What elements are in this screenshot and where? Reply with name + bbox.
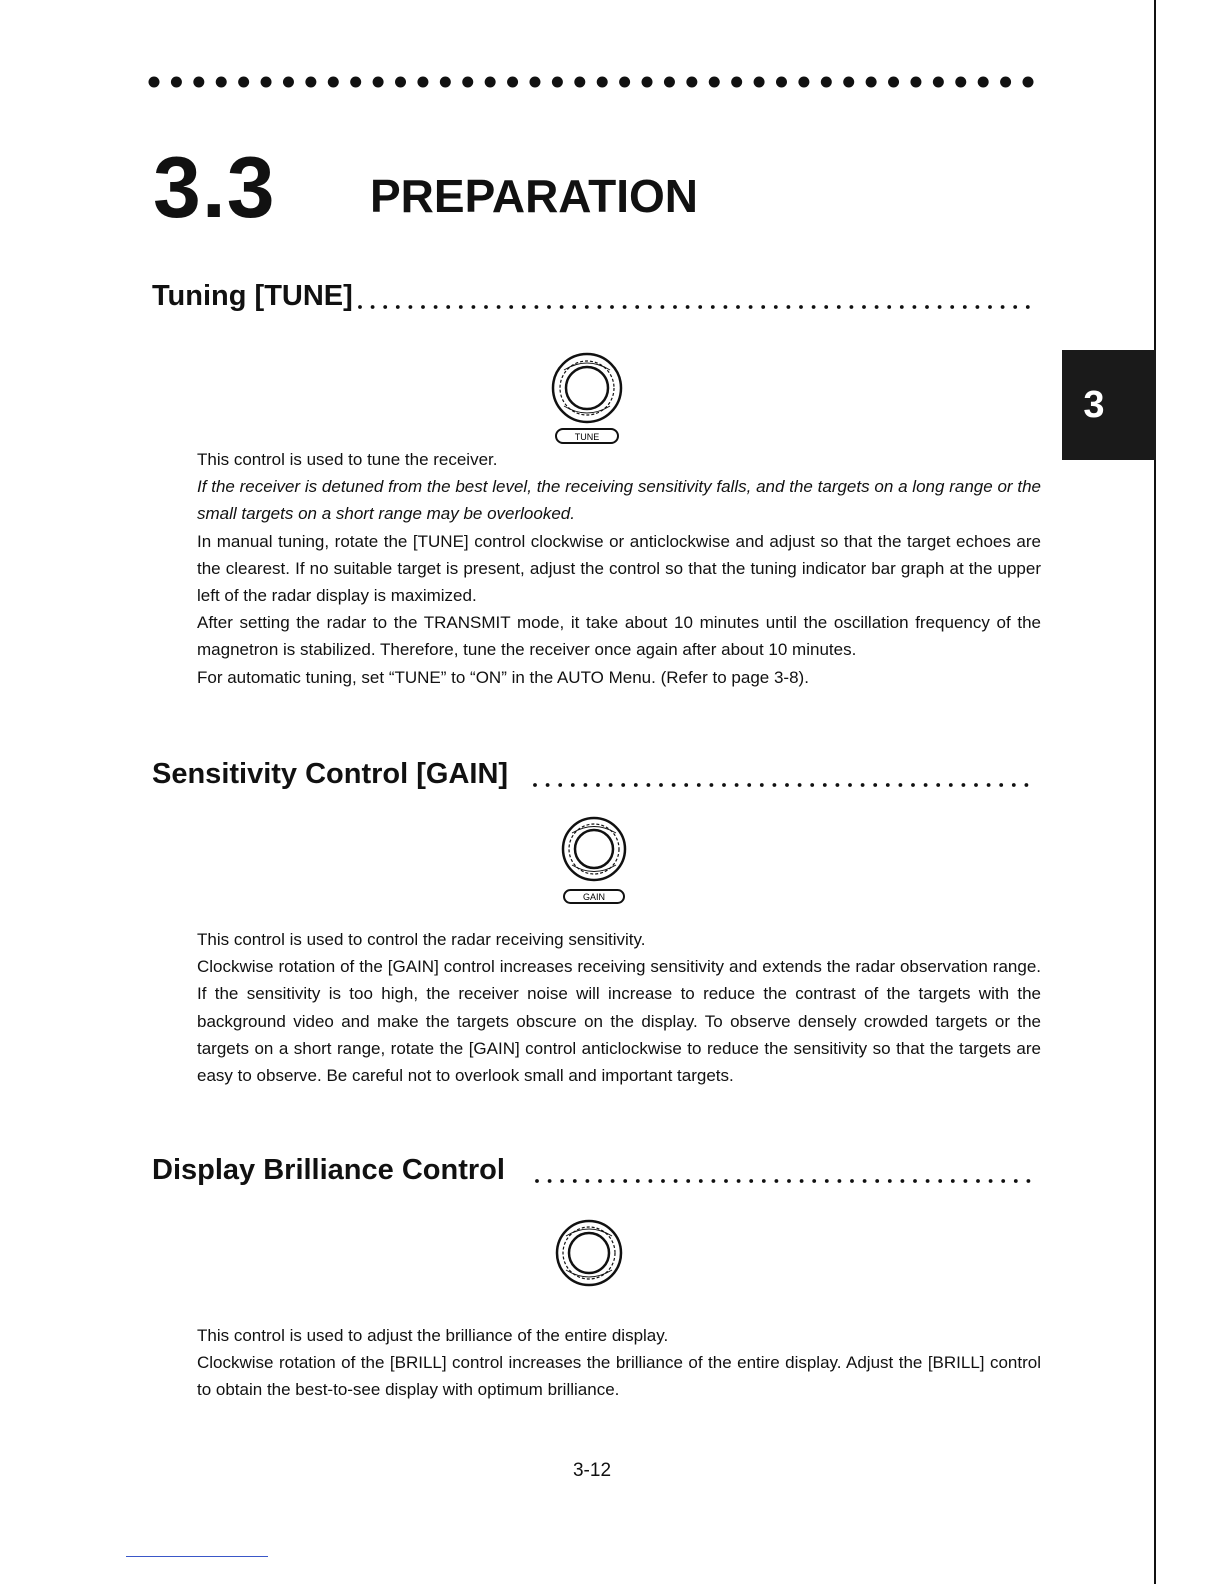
leader-dot [697, 783, 701, 787]
leader-dot [358, 305, 362, 309]
leader-dot [799, 305, 803, 309]
leader-dot [887, 305, 891, 309]
decor-dot [664, 77, 675, 88]
leader-dot [901, 1179, 905, 1183]
leader-dot [924, 783, 928, 787]
heading-brill-text: Display Brilliance Control [152, 1150, 509, 1190]
dot-leader [532, 782, 1038, 788]
decor-dot [866, 77, 877, 88]
leader-dot [735, 783, 739, 787]
leader-dot [760, 783, 764, 787]
decor-dot [171, 77, 182, 88]
gain-knob-label: GAIN [582, 892, 606, 902]
leader-dot [609, 783, 613, 787]
leader-dot [611, 1179, 615, 1183]
leader-dot [712, 1179, 716, 1183]
leader-dot [964, 1179, 968, 1183]
leader-dot [649, 1179, 653, 1183]
leader-dot [810, 783, 814, 787]
leader-dot [586, 1179, 590, 1183]
decor-dot [843, 77, 854, 88]
leader-dot [598, 1179, 602, 1183]
leader-dot [1026, 305, 1030, 309]
footer-line [126, 1556, 268, 1557]
leader-dot [749, 1179, 753, 1183]
decor-dot [955, 77, 966, 88]
leader-dot [774, 305, 778, 309]
leader-dot [584, 783, 588, 787]
decor-dot [642, 77, 653, 88]
leader-dot [812, 1179, 816, 1183]
leader-dot [724, 305, 728, 309]
heading-tune [152, 276, 1038, 316]
leader-dot [383, 305, 387, 309]
page-edge-rule [1154, 0, 1156, 1584]
leader-dot [1027, 1179, 1031, 1183]
tune-knob [550, 352, 624, 451]
leader-dot [585, 305, 589, 309]
decor-dot [888, 77, 899, 88]
leader-dot [409, 305, 413, 309]
leader-dot [647, 783, 651, 787]
section-title: PREPARATION [370, 170, 698, 222]
decor-dot [149, 77, 160, 88]
leader-dot [659, 783, 663, 787]
leader-dot [749, 305, 753, 309]
tune-knob-icon [550, 352, 624, 446]
heading-gain [152, 754, 1038, 794]
leader-dot [635, 305, 639, 309]
decor-dot [283, 77, 294, 88]
leader-dot [823, 783, 827, 787]
dot-leader [357, 304, 1038, 310]
decor-dot [395, 77, 406, 88]
dot-band [148, 68, 1034, 96]
leader-dot [724, 1179, 728, 1183]
decor-dot [238, 77, 249, 88]
leader-dot [938, 1179, 942, 1183]
leader-dot [736, 305, 740, 309]
leader-dot [976, 1179, 980, 1183]
leader-dot [949, 783, 953, 787]
leader-dot [710, 783, 714, 787]
leader-dot [396, 305, 400, 309]
leader-dot [674, 1179, 678, 1183]
brill-text [197, 1322, 1041, 1404]
leader-dot [773, 783, 777, 787]
leader-dot [573, 1179, 577, 1183]
leader-dot [775, 1179, 779, 1183]
dot-leader [534, 1178, 1038, 1184]
leader-dot [873, 783, 877, 787]
leader-dot [785, 783, 789, 787]
leader-dot [621, 783, 625, 787]
decor-dot [417, 77, 428, 88]
leader-dot [472, 305, 476, 309]
leader-dot [875, 305, 879, 309]
leader-dot [787, 305, 791, 309]
leader-dot [825, 1179, 829, 1183]
leader-dot [560, 305, 564, 309]
leader-dot [888, 1179, 892, 1183]
paragraph: Clockwise rotation of the [BRILL] control increases the brilliance of the entire display. Adjust the [BRILL] control to obtain the best-to-see display with optimum brilliance. [197, 1353, 1041, 1400]
gain-knob-icon [560, 816, 628, 906]
decor-dot [798, 77, 809, 88]
leader-dot [1001, 1179, 1005, 1183]
leader-dot [672, 783, 676, 787]
leader-dot [623, 305, 627, 309]
paragraph: If the receiver is detuned from the best level, the receiving sensitivity falls, and the targets on a long range or the small targets on a short range may be overlooked. [197, 477, 1041, 524]
decor-dot [1023, 77, 1034, 88]
leader-dot [987, 783, 991, 787]
decor-dot [440, 77, 451, 88]
leader-dot [762, 1179, 766, 1183]
leader-dot [636, 1179, 640, 1183]
heading-gain-text: Sensitivity Control [GAIN] [152, 754, 512, 794]
leader-dot [547, 305, 551, 309]
leader-dot [812, 305, 816, 309]
decor-dot [821, 77, 832, 88]
decor-dot [529, 77, 540, 88]
leader-dot [800, 1179, 804, 1183]
decor-dot [597, 77, 608, 88]
tune-text [197, 446, 1041, 691]
paragraph: This control is used to control the radar receiving sensitivity. [197, 930, 646, 949]
paragraph: For automatic tuning, set “TUNE” to “ON” in the AUTO Menu. (Refer to page 3-8). [197, 667, 809, 687]
leader-dot [535, 1179, 539, 1183]
leader-dot [699, 1179, 703, 1183]
decor-dot [978, 77, 989, 88]
leader-dot [661, 305, 665, 309]
leader-dot [863, 1179, 867, 1183]
leader-dot [509, 305, 513, 309]
leader-dot [459, 305, 463, 309]
chapter-tab: 3 [1062, 350, 1156, 460]
paragraph: In manual tuning, rotate the [TUNE] control clockwise or anticlockwise and adjust so that the target echoes are the clearest. If no suitable target is present, adjust the control so that the tuning indicator bar graph at the upper left of the radar display is maximized. [197, 531, 1041, 606]
leader-dot [421, 305, 425, 309]
leader-dot [988, 305, 992, 309]
leader-dot [1012, 783, 1016, 787]
leader-dot [673, 305, 677, 309]
leader-dot [886, 783, 890, 787]
leader-dot [684, 783, 688, 787]
decor-dot [507, 77, 518, 88]
leader-dot [533, 783, 537, 787]
paragraph: This control is used to adjust the brilliance of the entire display. [197, 1326, 669, 1345]
leader-dot [962, 783, 966, 787]
leader-dot [548, 1179, 552, 1183]
leader-dot [951, 1179, 955, 1183]
decor-dot [193, 77, 204, 88]
leader-dot [558, 783, 562, 787]
page-number: 3-12 [572, 1460, 612, 1481]
leader-dot [711, 305, 715, 309]
leader-dot [747, 783, 751, 787]
leader-dot [848, 783, 852, 787]
leader-dot [837, 305, 841, 309]
leader-dot [974, 783, 978, 787]
decor-dot [754, 77, 765, 88]
leader-dot [850, 305, 854, 309]
leader-dot [598, 305, 602, 309]
heading-brill [152, 1150, 1038, 1190]
decor-dot [305, 77, 316, 88]
paragraph: After setting the radar to the TRANSMIT mode, it take about 10 minutes until the oscillation frequency of the magnetron is stabilized. Therefore, tune the receiver once again after about 10 minutes. [197, 613, 1041, 660]
leader-dot [850, 1179, 854, 1183]
decor-dot [216, 77, 227, 88]
tune-knob-label: TUNE [574, 432, 600, 442]
leader-dot [838, 1179, 842, 1183]
leader-dot [999, 783, 1003, 787]
leader-dot [497, 305, 501, 309]
decor-dot [709, 77, 720, 88]
leader-dot [546, 783, 550, 787]
leader-dot [911, 783, 915, 787]
leader-dot [434, 305, 438, 309]
brill-knob-icon [554, 1218, 624, 1288]
leader-dot [925, 305, 929, 309]
leader-dot [913, 305, 917, 309]
brill-knob [554, 1218, 624, 1293]
gain-knob [560, 816, 628, 911]
leader-dot [522, 305, 526, 309]
leader-dot [661, 1179, 665, 1183]
leader-dot [686, 305, 690, 309]
decor-dot [776, 77, 787, 88]
leader-dot [1001, 305, 1005, 309]
leader-dot [787, 1179, 791, 1183]
leader-dot [610, 305, 614, 309]
heading-tune-text: Tuning [TUNE] [152, 276, 357, 316]
leader-dot [371, 305, 375, 309]
leader-dot [950, 305, 954, 309]
leader-dot [1025, 783, 1029, 787]
decor-dot [933, 77, 944, 88]
leader-dot [634, 783, 638, 787]
paragraph: This control is used to tune the receiver. [197, 450, 498, 469]
leader-dot [446, 305, 450, 309]
leader-dot [798, 783, 802, 787]
leader-dot [686, 1179, 690, 1183]
leader-dot [560, 1179, 564, 1183]
decor-dot [350, 77, 361, 88]
leader-dot [936, 783, 940, 787]
leader-dot [737, 1179, 741, 1183]
leader-dot [572, 305, 576, 309]
leader-dot [1013, 305, 1017, 309]
decor-dot [485, 77, 496, 88]
gain-text [197, 926, 1041, 1089]
decor-dot [261, 77, 272, 88]
leader-dot [535, 305, 539, 309]
leader-dot [861, 783, 865, 787]
leader-dot [976, 305, 980, 309]
leader-dot [989, 1179, 993, 1183]
paragraph: Clockwise rotation of the [GAIN] control increases receiving sensitivity and extends the radar observation range. If the sensitivity is too high, the receiver noise will increase to reduce the contrast of the targets with the background video and make the targets obscure on the display. To observe densely crowded targets or the targets on a short range, rotate the [GAIN] control anticlockwise to reduce the sensitivity so that the targets are easy to observe. Be careful not to overlook small and important targets. [197, 957, 1041, 1086]
leader-dot [824, 305, 828, 309]
leader-dot [484, 305, 488, 309]
decor-dot [731, 77, 742, 88]
leader-dot [648, 305, 652, 309]
decor-dot [462, 77, 473, 88]
decor-dot [910, 77, 921, 88]
decor-dot [1000, 77, 1011, 88]
decor-dot [686, 77, 697, 88]
leader-dot [938, 305, 942, 309]
decor-dot [552, 77, 563, 88]
leader-dot [926, 1179, 930, 1183]
leader-dot [596, 783, 600, 787]
leader-dot [761, 305, 765, 309]
leader-dot [836, 783, 840, 787]
section-number: 3.3 [153, 140, 276, 236]
decor-dot [373, 77, 384, 88]
leader-dot [698, 305, 702, 309]
leader-dot [899, 783, 903, 787]
leader-dot [571, 783, 575, 787]
leader-dot [722, 783, 726, 787]
leader-dot [862, 305, 866, 309]
decor-dot [328, 77, 339, 88]
decor-dot [574, 77, 585, 88]
decor-dot [619, 77, 630, 88]
leader-dot [913, 1179, 917, 1183]
leader-dot [623, 1179, 627, 1183]
leader-dot [963, 305, 967, 309]
leader-dot [1014, 1179, 1018, 1183]
leader-dot [900, 305, 904, 309]
leader-dot [875, 1179, 879, 1183]
